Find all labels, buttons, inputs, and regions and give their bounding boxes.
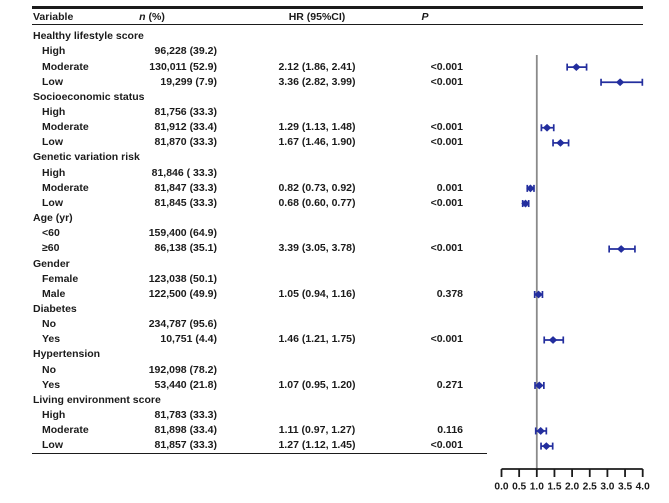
- row-p-value: [367, 272, 463, 287]
- row-n-percent: 81,846 ( 33.3): [151, 166, 217, 179]
- row-hr-ci: [267, 90, 367, 105]
- row-label: High: [42, 166, 66, 179]
- table-row: [32, 363, 463, 378]
- row-hr-ci: [267, 257, 367, 272]
- row-p-value: [367, 408, 463, 423]
- forest-marker: [544, 336, 563, 344]
- n-rest: (%): [145, 10, 165, 23]
- row-n-percent: [131, 257, 217, 272]
- row-p-value: [367, 257, 463, 272]
- row-label: Yes: [42, 333, 61, 346]
- row-label: Socioeconomic status: [33, 90, 145, 103]
- row-n-percent: 96,228 (39.2): [154, 45, 217, 58]
- row-p-value: [367, 44, 463, 59]
- forest-marker: [521, 200, 529, 208]
- row-p-value: <0.001: [430, 136, 463, 149]
- row-p-value: [367, 150, 463, 165]
- forest-marker: [541, 124, 553, 132]
- table-row: [32, 438, 463, 453]
- forest-marker: [609, 245, 635, 253]
- row-p-value: [367, 393, 463, 408]
- row-label: No: [42, 363, 56, 376]
- x-axis-tick-label: 2.0: [565, 481, 580, 493]
- row-hr-ci: 3.39 (3.05, 3.78): [278, 242, 356, 255]
- forest-marker: [553, 139, 569, 147]
- table-row: [32, 29, 463, 44]
- row-n-percent: 159,400 (64.9): [148, 227, 217, 240]
- row-n-percent: 123,038 (50.1): [148, 272, 217, 285]
- forest-marker: [541, 442, 553, 450]
- row-p-value: 0.271: [436, 378, 463, 391]
- row-n-percent: 10,751 (4.4): [160, 333, 217, 346]
- x-axis-tick-label: 0.0: [494, 481, 509, 493]
- forest-marker: [536, 427, 547, 435]
- row-hr-ci: [267, 105, 367, 120]
- x-axis-tick-label: 1.0: [529, 481, 544, 493]
- column-header-n-percent: [127, 10, 177, 24]
- row-n-percent: 130,011 (52.9): [149, 60, 217, 73]
- row-hr-ci: [267, 150, 367, 165]
- row-label: Low: [42, 75, 63, 88]
- table-row: [32, 302, 463, 317]
- row-n-percent: 81,912 (33.4): [154, 121, 217, 134]
- row-label: Moderate: [42, 60, 89, 73]
- row-p-value: [367, 226, 463, 241]
- row-p-value: <0.001: [430, 439, 463, 452]
- table-row: [32, 241, 463, 256]
- table-row: [32, 44, 463, 59]
- row-p-value: <0.001: [430, 242, 463, 255]
- row-label: Hypertension: [33, 348, 101, 361]
- row-hr-ci: 1.05 (0.94, 1.16): [278, 287, 356, 300]
- table-row: [32, 105, 463, 120]
- table-row: [32, 120, 463, 135]
- row-hr-ci: 1.11 (0.97, 1.27): [278, 424, 356, 437]
- row-hr-ci: 0.68 (0.60, 0.77): [278, 196, 356, 209]
- table-row: [32, 272, 463, 287]
- row-p-value: [367, 29, 463, 44]
- x-axis-tick-label: 2.5: [582, 481, 597, 493]
- row-p-value: <0.001: [430, 333, 463, 346]
- table-bottom-rule: [32, 453, 487, 455]
- row-hr-ci: [267, 317, 367, 332]
- row-p-value: 0.116: [437, 424, 463, 437]
- row-label: ≥60: [42, 242, 60, 255]
- row-p-value: <0.001: [430, 75, 463, 88]
- row-hr-ci: 1.67 (1.46, 1.90): [278, 136, 356, 149]
- row-p-value: <0.001: [430, 196, 463, 209]
- row-label: Low: [42, 196, 63, 209]
- row-hr-ci: [267, 347, 367, 362]
- row-label: Moderate: [42, 181, 89, 194]
- row-label: Age (yr): [33, 212, 73, 225]
- table-row: [32, 196, 463, 211]
- table-row: [32, 378, 463, 393]
- row-hr-ci: [267, 226, 367, 241]
- row-hr-ci: [267, 211, 367, 226]
- row-n-percent: 81,857 (33.3): [154, 439, 217, 452]
- row-p-value: [367, 363, 463, 378]
- row-p-value: [367, 166, 463, 181]
- row-n-percent: [131, 302, 217, 317]
- row-n-percent: 192,098 (78.2): [148, 363, 217, 376]
- table-row: [32, 287, 463, 302]
- row-label: Moderate: [42, 121, 89, 134]
- row-hr-ci: [267, 302, 367, 317]
- forest-marker: [526, 184, 534, 192]
- row-hr-ci: [267, 29, 367, 44]
- row-hr-ci: 1.07 (0.95, 1.20): [278, 378, 356, 391]
- row-n-percent: [131, 150, 217, 165]
- forest-marker: [567, 63, 586, 71]
- x-axis-tick-label: 0.5: [512, 481, 527, 493]
- forest-marker: [534, 291, 542, 299]
- row-label: High: [42, 45, 66, 58]
- row-hr-ci: 3.36 (2.82, 3.99): [278, 75, 356, 88]
- row-label: Yes: [42, 378, 61, 391]
- forest-marker: [601, 78, 642, 86]
- row-n-percent: 81,845 (33.3): [154, 196, 217, 209]
- row-n-percent: 86,138 (35.1): [154, 242, 217, 255]
- table-top-rule: [32, 6, 643, 9]
- row-hr-ci: 2.12 (1.86, 2.41): [278, 60, 356, 73]
- row-p-value: [367, 317, 463, 332]
- row-label: Low: [42, 439, 63, 452]
- row-hr-ci: 1.46 (1.21, 1.75): [278, 333, 356, 346]
- row-p-value: [367, 302, 463, 317]
- table-body: [32, 29, 463, 453]
- row-label: High: [42, 409, 66, 422]
- row-p-value: [367, 90, 463, 105]
- row-label: Diabetes: [33, 303, 77, 315]
- row-n-percent: 122,500 (49.9): [148, 287, 217, 300]
- row-hr-ci: [267, 363, 367, 378]
- table-row: [32, 166, 463, 181]
- table-row: [32, 226, 463, 241]
- row-p-value: [367, 105, 463, 120]
- row-label: Male: [42, 287, 66, 300]
- table-row: [32, 257, 463, 272]
- row-n-percent: 19,299 (7.9): [160, 75, 217, 88]
- row-hr-ci: [267, 166, 367, 181]
- row-label: Living environment score: [33, 393, 161, 406]
- row-p-value: <0.001: [430, 60, 463, 73]
- row-hr-ci: [267, 408, 367, 423]
- x-axis-tick-label: 3.0: [600, 481, 615, 493]
- table-row: [32, 60, 463, 75]
- table-row: [32, 347, 463, 362]
- table-row: [32, 408, 463, 423]
- header-underline-rule: [32, 24, 643, 25]
- row-label: Moderate: [42, 424, 89, 437]
- n-italic: n: [139, 10, 146, 23]
- row-n-percent: 81,870 (33.3): [154, 136, 217, 149]
- row-label: Genetic variation risk: [33, 151, 140, 164]
- row-p-value: 0.001: [436, 181, 463, 194]
- x-axis-tick-label: 1.5: [547, 481, 562, 493]
- row-hr-ci: [267, 272, 367, 287]
- table-row: [32, 393, 463, 408]
- row-label: Healthy lifestyle score: [33, 30, 144, 43]
- table-row: [32, 150, 463, 165]
- row-n-percent: 81,898 (33.4): [154, 424, 217, 437]
- table-row: [32, 317, 463, 332]
- row-hr-ci: 1.27 (1.12, 1.45): [278, 439, 356, 452]
- column-header-p-value: P: [421, 10, 429, 23]
- row-p-value: [367, 211, 463, 226]
- row-label: Low: [42, 136, 63, 149]
- row-hr-ci: [267, 44, 367, 59]
- row-n-percent: [131, 90, 217, 105]
- row-n-percent: [131, 347, 217, 362]
- row-hr-ci: 0.82 (0.73, 0.92): [278, 181, 356, 194]
- row-label: Female: [42, 272, 79, 285]
- row-label: <60: [42, 227, 60, 240]
- row-n-percent: [131, 393, 217, 408]
- row-hr-ci: [267, 393, 367, 408]
- row-n-percent: 53,440 (21.8): [154, 378, 217, 391]
- x-axis-tick-label: 3.5: [617, 481, 633, 493]
- table-row: [32, 211, 463, 226]
- row-n-percent: 81,847 (33.3): [154, 181, 217, 194]
- column-header-hr-ci: HR (95%CI): [288, 10, 346, 23]
- row-n-percent: [131, 211, 217, 226]
- row-n-percent: 234,787 (95.6): [148, 318, 217, 331]
- row-label: High: [42, 105, 66, 118]
- row-n-percent: [131, 29, 217, 44]
- table-row: [32, 135, 463, 150]
- row-label: Gender: [33, 257, 70, 270]
- table-row: [32, 90, 463, 105]
- column-header-variable: Variable: [33, 10, 74, 23]
- table-row: [32, 181, 463, 196]
- table-row: [32, 75, 463, 90]
- table-row: [32, 332, 463, 347]
- row-hr-ci: 1.29 (1.13, 1.48): [278, 121, 356, 134]
- row-p-value: 0.378: [436, 287, 463, 300]
- row-n-percent: 81,783 (33.3): [154, 409, 217, 422]
- row-n-percent: 81,756 (33.3): [154, 105, 217, 118]
- row-label: No: [42, 318, 56, 331]
- row-p-value: [367, 347, 463, 362]
- x-axis-tick-label: 4.0: [635, 481, 650, 493]
- table-row: [32, 423, 463, 438]
- row-p-value: <0.001: [430, 121, 463, 134]
- forest-marker: [535, 382, 544, 390]
